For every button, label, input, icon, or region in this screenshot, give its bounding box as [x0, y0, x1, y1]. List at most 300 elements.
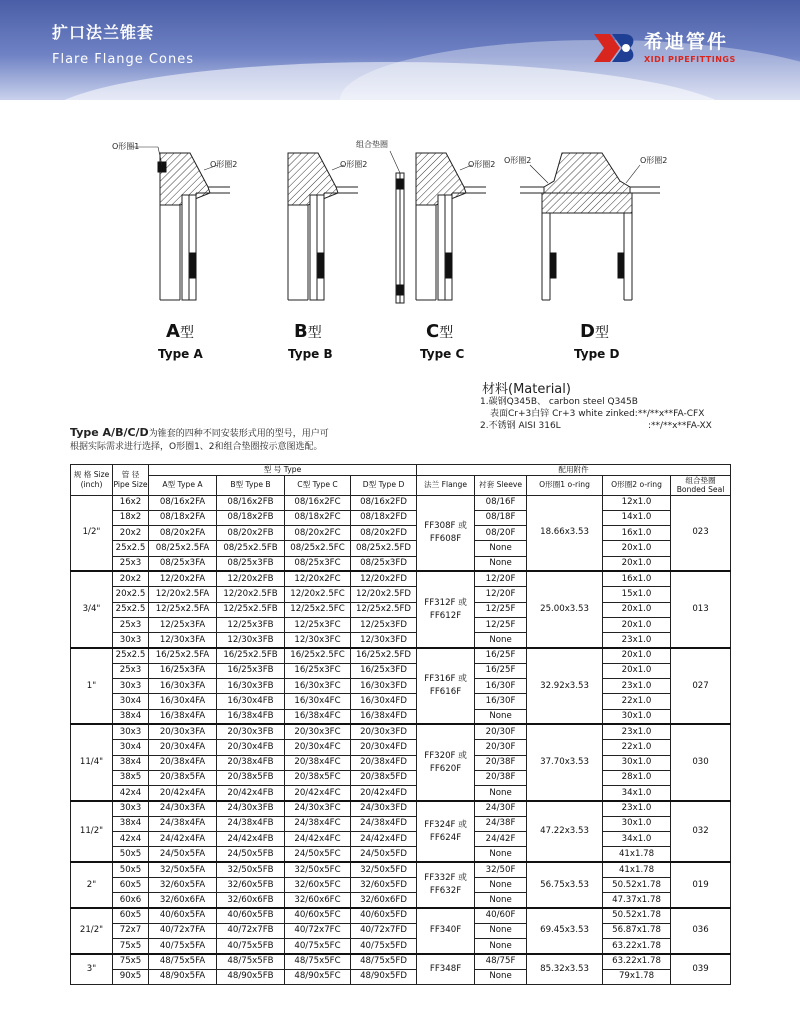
type-d-name: Type D	[574, 347, 620, 361]
header-type-a: A型 Type A	[149, 475, 217, 495]
cell-oring1: 56.75x3.53	[527, 862, 603, 908]
cell-oring2: 20x1.0	[603, 648, 671, 663]
table-row	[71, 679, 731, 694]
cell-type-c: 12/25x2.5FC	[285, 602, 351, 617]
cell-type-b: 12/25x2.5FB	[217, 602, 285, 617]
cell-sleeve: 20/38F	[475, 755, 527, 770]
cell-flange: FF316F 或 FF616F	[417, 648, 475, 724]
cell-type-c: 16/25x3FC	[285, 663, 351, 678]
cell-size: 1"	[71, 648, 113, 724]
table-row	[71, 617, 731, 632]
table-row	[71, 556, 731, 571]
label-oring2-a: O形圈2	[210, 160, 238, 169]
cell-type-b: 40/75x5FB	[217, 939, 285, 954]
table-row	[71, 755, 731, 770]
table-row	[71, 969, 731, 984]
logo-text-en: XIDI PIPEFITTINGS	[644, 55, 736, 64]
label-oring2-b: O形圈2	[340, 160, 368, 169]
table-row	[71, 724, 731, 739]
cell-type-b: 20/42x4FB	[217, 786, 285, 801]
cell-seal: 039	[671, 954, 731, 985]
cell-pipe: 60x6	[113, 893, 149, 908]
intro-line-1: 为锥套的四种不同安装形式用的型号，用户可	[148, 429, 329, 439]
cell-size: 3/4"	[71, 571, 113, 647]
cell-type-c: 24/50x5FC	[285, 847, 351, 862]
cell-type-a: 20/38x4FA	[149, 755, 217, 770]
cell-size: 11/2"	[71, 801, 113, 862]
cell-type-c: 16/30x3FC	[285, 679, 351, 694]
header-oring2: O形圈2 o-ring	[603, 475, 671, 495]
header-size: 规 格 Size (inch)	[71, 465, 113, 496]
table-row	[71, 832, 731, 847]
cell-oring2: 30x1.0	[603, 709, 671, 724]
cell-type-b: 20/38x5FB	[217, 770, 285, 785]
cell-flange: FF312F 或 FF612F	[417, 571, 475, 647]
intro-lead: Type A/B/C/D	[70, 426, 149, 439]
cell-type-b: 20/38x4FB	[217, 755, 285, 770]
cell-type-b: 16/25x3FB	[217, 663, 285, 678]
material-line-1: 1.碳钢Q345B、 carbon steel Q345B	[480, 397, 638, 407]
cell-type-d: 20/42x4FD	[351, 786, 417, 801]
cell-pipe: 30x4	[113, 740, 149, 755]
table-row	[71, 954, 731, 969]
header-type-b: B型 Type B	[217, 475, 285, 495]
cell-type-b: 24/30x3FB	[217, 801, 285, 816]
cell-pipe: 18x2	[113, 510, 149, 525]
cell-type-b: 32/60x5FB	[217, 877, 285, 892]
cell-flange: FF348F	[417, 954, 475, 985]
cell-type-d: 08/25x2.5FD	[351, 541, 417, 556]
table-row	[71, 786, 731, 801]
cell-type-a: 12/20x2.5FA	[149, 587, 217, 602]
header-model: 型 号 Type	[149, 465, 417, 476]
cell-type-d: 40/75x5FD	[351, 939, 417, 954]
cell-type-d: 48/75x5FD	[351, 954, 417, 969]
table-row	[71, 694, 731, 709]
cell-size: 21/2"	[71, 908, 113, 954]
cell-type-c: 20/38x5FC	[285, 770, 351, 785]
cell-type-c: 08/18x2FC	[285, 510, 351, 525]
cell-type-b: 12/20x2FB	[217, 571, 285, 586]
cell-oring2: 16x1.0	[603, 526, 671, 541]
cell-type-d: 20/38x5FD	[351, 770, 417, 785]
type-c-name: Type C	[420, 347, 465, 361]
cell-pipe: 30x3	[113, 679, 149, 694]
cell-sleeve: 08/16F	[475, 495, 527, 510]
diagram-type-c	[390, 151, 486, 303]
cell-size: 3"	[71, 954, 113, 985]
cell-type-c: 32/60x6FC	[285, 893, 351, 908]
cell-type-c: 08/25x2.5FC	[285, 541, 351, 556]
cell-seal: 032	[671, 801, 731, 862]
cone-type-diagrams	[100, 135, 700, 370]
cell-type-a: 16/30x4FA	[149, 694, 217, 709]
cell-type-c: 48/90x5FC	[285, 969, 351, 984]
table-row	[71, 908, 731, 923]
table-header-row	[71, 465, 731, 476]
cell-oring2: 30x1.0	[603, 816, 671, 831]
cell-type-b: 16/25x2.5FB	[217, 648, 285, 663]
intro-line-2: 根据实际需求进行选择，O形圈1、2和组合垫圈按示意图选配。	[70, 442, 323, 452]
cell-size: 11/4"	[71, 724, 113, 800]
cell-type-c: 12/25x3FC	[285, 617, 351, 632]
cell-pipe: 25x3	[113, 556, 149, 571]
cell-type-a: 40/72x7FA	[149, 923, 217, 938]
cell-sleeve: 20/30F	[475, 724, 527, 739]
cell-type-b: 08/25x2.5FB	[217, 541, 285, 556]
label-oring1: O形圈1	[112, 142, 140, 151]
cell-type-a: 16/38x4FA	[149, 709, 217, 724]
header-pipe: 管 径 Pipe Size	[113, 465, 149, 496]
table-row	[71, 587, 731, 602]
cell-sleeve: 20/38F	[475, 770, 527, 785]
cell-pipe: 20x2	[113, 571, 149, 586]
cell-oring2: 23x1.0	[603, 633, 671, 648]
cell-type-a: 20/30x4FA	[149, 740, 217, 755]
cell-size: 2"	[71, 862, 113, 908]
cell-type-c: 32/60x5FC	[285, 877, 351, 892]
cell-pipe: 38x4	[113, 755, 149, 770]
table-row	[71, 816, 731, 831]
cell-type-b: 24/42x4FB	[217, 832, 285, 847]
cell-type-d: 16/30x3FD	[351, 679, 417, 694]
cell-type-a: 08/18x2FA	[149, 510, 217, 525]
cell-type-c: 16/30x4FC	[285, 694, 351, 709]
cell-pipe: 25x3	[113, 617, 149, 632]
cell-sleeve: 16/25F	[475, 663, 527, 678]
material-line-3	[480, 420, 800, 432]
cell-type-c: 48/75x5FC	[285, 954, 351, 969]
table-row	[71, 541, 731, 556]
cell-pipe: 38x5	[113, 770, 149, 785]
type-a-name: Type A	[158, 347, 203, 361]
cell-type-c: 16/38x4FC	[285, 709, 351, 724]
cell-oring2: 79x1.78	[603, 969, 671, 984]
cell-oring2: 12x1.0	[603, 495, 671, 510]
table-row	[71, 847, 731, 862]
table-row	[71, 495, 731, 510]
cell-type-a: 16/30x3FA	[149, 679, 217, 694]
cell-type-b: 08/20x2FB	[217, 526, 285, 541]
cell-sleeve: 40/60F	[475, 908, 527, 923]
cell-oring2: 63.22x1.78	[603, 939, 671, 954]
cell-type-b: 08/18x2FB	[217, 510, 285, 525]
cell-type-a: 08/16x2FA	[149, 495, 217, 510]
type-b-name: Type B	[288, 347, 333, 361]
cell-type-a: 40/75x5FA	[149, 939, 217, 954]
cell-pipe: 75x5	[113, 954, 149, 969]
cell-type-d: 12/30x3FD	[351, 633, 417, 648]
label-oring2-d-right: O形圈2	[640, 156, 668, 165]
cell-oring2: 20x1.0	[603, 602, 671, 617]
cell-type-d: 12/20x2FD	[351, 571, 417, 586]
cell-sleeve: 16/30F	[475, 679, 527, 694]
cell-oring2: 16x1.0	[603, 571, 671, 586]
label-oring2-c: O形圈2	[468, 160, 496, 169]
cell-flange: FF332F 或 FF632F	[417, 862, 475, 908]
table-row	[71, 801, 731, 816]
cell-type-c: 20/30x3FC	[285, 724, 351, 739]
cell-type-a: 08/25x3FA	[149, 556, 217, 571]
cell-sleeve: None	[475, 633, 527, 648]
cell-pipe: 38x4	[113, 816, 149, 831]
cell-sleeve: None	[475, 556, 527, 571]
cell-oring2: 22x1.0	[603, 740, 671, 755]
cell-type-b: 48/75x5FB	[217, 954, 285, 969]
cell-type-a: 12/30x3FA	[149, 633, 217, 648]
cell-pipe: 25x2.5	[113, 648, 149, 663]
label-oring2-d-left: O形圈2	[504, 156, 532, 165]
cell-pipe: 50x5	[113, 862, 149, 877]
cell-oring2: 15x1.0	[603, 587, 671, 602]
logo-mark-icon	[590, 24, 638, 72]
cell-type-d: 16/25x2.5FD	[351, 648, 417, 663]
cell-oring2: 23x1.0	[603, 801, 671, 816]
cell-seal: 019	[671, 862, 731, 908]
cell-type-d: 40/60x5FD	[351, 908, 417, 923]
cell-type-d: 40/72x7FD	[351, 923, 417, 938]
table-row	[71, 510, 731, 525]
cell-type-c: 40/72x7FC	[285, 923, 351, 938]
cell-type-c: 24/30x3FC	[285, 801, 351, 816]
cell-type-b: 20/30x3FB	[217, 724, 285, 739]
cell-type-b: 24/50x5FB	[217, 847, 285, 862]
cell-flange: FF320F 或 FF620F	[417, 724, 475, 800]
cell-oring1: 37.70x3.53	[527, 724, 603, 800]
cell-type-d: 32/60x5FD	[351, 877, 417, 892]
cell-type-c: 08/25x3FC	[285, 556, 351, 571]
table-row	[71, 740, 731, 755]
cell-type-c: 24/42x4FC	[285, 832, 351, 847]
cell-pipe: 25x2.5	[113, 602, 149, 617]
material-line-3a: 2.不锈钢 AISI 316L	[480, 421, 561, 431]
header-fittings: 配用附件	[417, 465, 731, 476]
cell-pipe: 30x3	[113, 633, 149, 648]
table-row	[71, 648, 731, 663]
cell-type-d: 24/42x4FD	[351, 832, 417, 847]
cell-type-d: 20/30x4FD	[351, 740, 417, 755]
cell-type-d: 12/25x2.5FD	[351, 602, 417, 617]
cell-seal: 023	[671, 495, 731, 571]
cell-sleeve: 12/20F	[475, 571, 527, 586]
cell-type-a: 48/75x5FA	[149, 954, 217, 969]
spec-table-body	[71, 495, 731, 985]
cell-type-d: 24/38x4FD	[351, 816, 417, 831]
cell-type-a: 40/60x5FA	[149, 908, 217, 923]
cell-type-d: 16/25x3FD	[351, 663, 417, 678]
cell-type-d: 24/50x5FD	[351, 847, 417, 862]
cell-type-d: 32/50x5FD	[351, 862, 417, 877]
cell-pipe: 42x4	[113, 832, 149, 847]
type-c-letter: C型	[426, 321, 454, 342]
cell-seal: 036	[671, 908, 731, 954]
cell-oring1: 47.22x3.53	[527, 801, 603, 862]
cell-oring2: 20x1.0	[603, 556, 671, 571]
cell-type-a: 08/25x2.5FA	[149, 541, 217, 556]
cell-type-b: 16/30x4FB	[217, 694, 285, 709]
cell-type-c: 20/42x4FC	[285, 786, 351, 801]
cell-sleeve: 32/50F	[475, 862, 527, 877]
cell-type-c: 24/38x4FC	[285, 816, 351, 831]
cell-pipe: 75x5	[113, 939, 149, 954]
header-sleeve: 衬套 Sleeve	[475, 475, 527, 495]
cell-type-b: 24/38x4FB	[217, 816, 285, 831]
header-type-c: C型 Type C	[285, 475, 351, 495]
cell-type-c: 40/75x5FC	[285, 939, 351, 954]
table-row	[71, 663, 731, 678]
header-oring1: O形圈1 o-ring	[527, 475, 603, 495]
cell-type-a: 20/38x5FA	[149, 770, 217, 785]
cell-pipe: 16x2	[113, 495, 149, 510]
cell-type-d: 16/38x4FD	[351, 709, 417, 724]
cell-flange: FF308F 或 FF608F	[417, 495, 475, 571]
cell-pipe: 25x2.5	[113, 541, 149, 556]
cell-pipe: 90x5	[113, 969, 149, 984]
cell-sleeve: None	[475, 541, 527, 556]
cell-oring2: 34x1.0	[603, 832, 671, 847]
cell-type-d: 24/30x3FD	[351, 801, 417, 816]
cell-oring2: 22x1.0	[603, 694, 671, 709]
cell-oring2: 50.52x1.78	[603, 877, 671, 892]
page-title-en: Flare Flange Cones	[52, 52, 194, 67]
cell-type-b: 40/60x5FB	[217, 908, 285, 923]
cell-type-c: 12/20x2FC	[285, 571, 351, 586]
cell-sleeve: None	[475, 939, 527, 954]
table-row	[71, 571, 731, 586]
cell-type-d: 20/38x4FD	[351, 755, 417, 770]
cell-sleeve: None	[475, 969, 527, 984]
cell-oring1: 25.00x3.53	[527, 571, 603, 647]
cell-sleeve: 12/20F	[475, 587, 527, 602]
table-row	[71, 770, 731, 785]
cell-pipe: 38x4	[113, 709, 149, 724]
diagram-type-d	[520, 153, 660, 300]
cell-type-a: 20/30x3FA	[149, 724, 217, 739]
cell-type-d: 08/18x2FD	[351, 510, 417, 525]
cell-pipe: 30x3	[113, 801, 149, 816]
table-row	[71, 877, 731, 892]
cell-sleeve: None	[475, 923, 527, 938]
cell-pipe: 30x3	[113, 724, 149, 739]
type-b-letter: B型	[294, 321, 322, 342]
cell-type-c: 32/50x5FC	[285, 862, 351, 877]
cell-type-d: 08/16x2FD	[351, 495, 417, 510]
cell-sleeve: None	[475, 847, 527, 862]
cell-flange: FF324F 或 FF624F	[417, 801, 475, 862]
table-row	[71, 862, 731, 877]
intro-text	[70, 426, 490, 454]
cell-type-a: 16/25x3FA	[149, 663, 217, 678]
cell-type-a: 24/50x5FA	[149, 847, 217, 862]
cell-oring2: 41x1.78	[603, 847, 671, 862]
cell-sleeve: None	[475, 709, 527, 724]
cell-pipe: 30x4	[113, 694, 149, 709]
cell-pipe: 20x2.5	[113, 587, 149, 602]
table-subheader-row	[71, 475, 731, 495]
cell-oring2: 47.37x1.78	[603, 893, 671, 908]
cell-seal: 027	[671, 648, 731, 724]
cell-sleeve: 12/25F	[475, 602, 527, 617]
cell-type-b: 32/50x5FB	[217, 862, 285, 877]
cell-type-b: 48/90x5FB	[217, 969, 285, 984]
cell-oring2: 23x1.0	[603, 679, 671, 694]
cell-oring2: 20x1.0	[603, 541, 671, 556]
header-seal: 组合垫圈 Bonded Seal	[671, 475, 731, 495]
cell-type-c: 16/25x2.5FC	[285, 648, 351, 663]
cell-pipe: 60x5	[113, 908, 149, 923]
cell-seal: 030	[671, 724, 731, 800]
label-bonded-seal: 组合垫圈	[356, 140, 388, 149]
cell-type-c: 12/20x2.5FC	[285, 587, 351, 602]
cell-type-d: 08/25x3FD	[351, 556, 417, 571]
cell-type-a: 20/42x4FA	[149, 786, 217, 801]
header-flange: 法兰 Flange	[417, 475, 475, 495]
cell-type-d: 48/90x5FD	[351, 969, 417, 984]
cell-type-b: 08/25x3FB	[217, 556, 285, 571]
cell-type-d: 20/30x3FD	[351, 724, 417, 739]
cell-type-d: 12/25x3FD	[351, 617, 417, 632]
cell-type-b: 12/30x3FB	[217, 633, 285, 648]
diagram-type-b	[288, 153, 358, 300]
cell-oring1: 85.32x3.53	[527, 954, 603, 985]
cell-type-c: 20/38x4FC	[285, 755, 351, 770]
cell-type-a: 32/50x5FA	[149, 862, 217, 877]
cell-sleeve: 08/18F	[475, 510, 527, 525]
spec-table	[70, 464, 731, 985]
cell-seal: 013	[671, 571, 731, 647]
cell-type-d: 16/30x4FD	[351, 694, 417, 709]
cell-type-b: 40/72x7FB	[217, 923, 285, 938]
cell-oring2: 23x1.0	[603, 724, 671, 739]
cell-oring2: 63.22x1.78	[603, 954, 671, 969]
cell-sleeve: 16/25F	[475, 648, 527, 663]
cell-type-d: 32/60x6FD	[351, 893, 417, 908]
cell-type-b: 16/30x3FB	[217, 679, 285, 694]
table-row	[71, 923, 731, 938]
cell-sleeve: 16/30F	[475, 694, 527, 709]
cell-oring2: 41x1.78	[603, 862, 671, 877]
header-banner	[0, 0, 800, 100]
cell-type-c: 40/60x5FC	[285, 908, 351, 923]
table-row	[71, 893, 731, 908]
page-title-cn: 扩口法兰锥套	[52, 23, 155, 42]
cell-sleeve: 08/20F	[475, 526, 527, 541]
cell-pipe: 72x7	[113, 923, 149, 938]
cell-type-c: 12/30x3FC	[285, 633, 351, 648]
cell-sleeve: 24/30F	[475, 801, 527, 816]
table-row	[71, 526, 731, 541]
cell-oring2: 30x1.0	[603, 755, 671, 770]
cell-sleeve: 24/38F	[475, 816, 527, 831]
cell-type-a: 32/60x6FA	[149, 893, 217, 908]
table-row	[71, 602, 731, 617]
diagram-type-a	[130, 147, 230, 300]
cell-type-c: 20/30x4FC	[285, 740, 351, 755]
cell-pipe: 50x5	[113, 847, 149, 862]
material-notes	[480, 384, 800, 432]
type-d-letter: D型	[580, 321, 609, 342]
table-row	[71, 939, 731, 954]
cell-type-a: 24/30x3FA	[149, 801, 217, 816]
cell-type-b: 32/60x6FB	[217, 893, 285, 908]
cell-type-d: 08/20x2FD	[351, 526, 417, 541]
cell-oring2: 14x1.0	[603, 510, 671, 525]
cell-oring1: 32.92x3.53	[527, 648, 603, 724]
cell-type-c: 08/16x2FC	[285, 495, 351, 510]
cell-oring2: 56.87x1.78	[603, 923, 671, 938]
cell-oring2: 20x1.0	[603, 617, 671, 632]
header-type-d: D型 Type D	[351, 475, 417, 495]
